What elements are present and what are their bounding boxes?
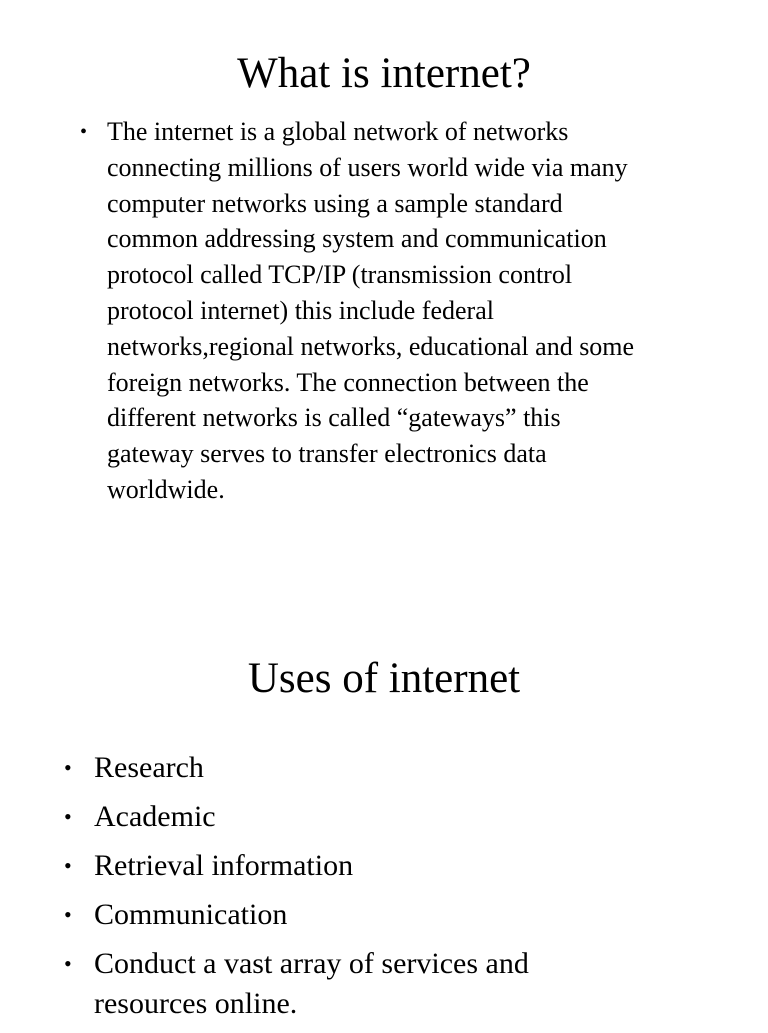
list-item-academic <box>64 797 744 837</box>
paragraph-line: worldwide. <box>107 474 225 504</box>
list-item-online-services <box>64 944 744 1024</box>
bullet-icon: • <box>64 902 72 927</box>
list-item-text: Academic <box>94 800 216 833</box>
slide-title-what-is-internet: What is internet? <box>237 50 531 97</box>
list-item-text: Retrieval information <box>94 849 354 882</box>
paragraph-line: protocol internet) this include federal <box>107 295 494 325</box>
list-item-text: Research <box>94 751 204 784</box>
paragraph-line: The internet is a global network of networks <box>107 117 569 146</box>
list-item-text: Communication <box>94 898 288 931</box>
paragraph-line: foreign networks. The connection between the <box>107 367 589 397</box>
list-item-text: Conduct a vast array of services and <box>94 947 529 980</box>
slide-uses-of-internet <box>0 640 768 1024</box>
bullet-icon: • <box>64 755 72 780</box>
bullet-icon: • <box>64 853 72 878</box>
bullet-icon: • <box>80 121 88 143</box>
paragraph-line: gateway serves to transfer electronics data <box>107 439 547 469</box>
list-item-text: resources online. <box>94 987 298 1020</box>
bullet-icon: • <box>64 804 72 829</box>
paragraph-line: computer networks using a sample standard <box>107 188 563 218</box>
uses-list <box>64 748 744 1033</box>
paragraph-line: different networks is called “gateways” this <box>107 403 561 433</box>
slide-title-uses-of-internet: Uses of internet <box>247 655 521 702</box>
list-item-research <box>64 748 744 788</box>
paragraph-line: protocol called TCP/IP (transmission control <box>107 260 573 290</box>
paragraph-line: connecting millions of users world wide via many <box>107 152 628 182</box>
paragraph-line: common addressing system and communication <box>107 224 607 254</box>
list-item-retrieval-information <box>64 846 744 886</box>
list-item-communication <box>64 895 744 935</box>
bullet-icon: • <box>64 951 72 976</box>
paragraph-line: networks,regional networks, educational and some <box>107 331 635 361</box>
definition-paragraph <box>107 114 747 508</box>
